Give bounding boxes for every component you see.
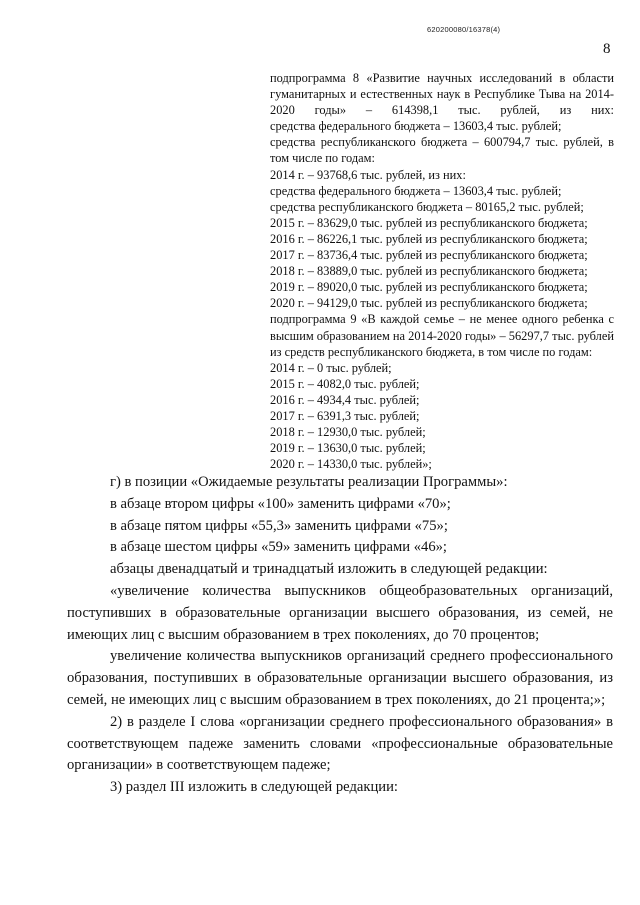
funding-line: 2014 г. – 0 тыс. рублей; xyxy=(270,360,392,375)
funding-line: 2015 г. – 83629,0 тыс. рублей из республиканского бюджета; xyxy=(270,215,588,230)
funding-line: 2016 г. – 4934,4 тыс. рублей; xyxy=(270,392,420,407)
paragraph: увеличение количества выпускников организаций среднего профессионального образования, поступивших в образовательные организации высшего образования, из семей, не имеющих лиц с высшим образованием в трех поколениях, до 21 процента;»; xyxy=(67,648,613,708)
paragraph: в абзаце шестом цифры «59» заменить цифрами «46»; xyxy=(110,539,447,556)
funding-line: 2020 г. – 14330,0 тыс. рублей»; xyxy=(270,457,432,472)
funding-line: 2015 г. – 4082,0 тыс. рублей; xyxy=(270,376,420,391)
funding-line: 2019 г. – 13630,0 тыс. рублей; xyxy=(270,441,426,456)
funding-line: средства республиканского бюджета – 600794,7 тыс. рублей, в том числе по годам: xyxy=(270,135,614,166)
paragraph: абзацы двенадцатый и тринадцатый изложить в следующей редакции: xyxy=(110,561,548,578)
main-text xyxy=(67,472,613,799)
funding-line: 2017 г. – 6391,3 тыс. рублей; xyxy=(270,408,420,423)
funding-line: средства федерального бюджета – 13603,4 тыс. рублей; xyxy=(270,183,562,198)
paragraph: «увеличение количества выпускников общеобразовательных организаций, поступивших в образовательные организации высшего образования, из семей, не имеющих лиц с высшим образованием в трех поколениях, до 70 процентов; xyxy=(67,582,613,643)
funding-line: 2020 г. – 94129,0 тыс. рублей из республиканского бюджета; xyxy=(270,296,588,311)
subprogram-9-title: подпрограмма 9 «В каждой семье – не менее одного ребенка с высшим образованием на 2014-2020 годы» – 56297,7 тыс. рублей из средств республиканского бюджета, в том числе по годам: xyxy=(270,312,614,359)
funding-line: 2017 г. – 83736,4 тыс. рублей из республиканского бюджета; xyxy=(270,248,588,263)
funding-block xyxy=(270,70,614,472)
paragraph: г) в позиции «Ожидаемые результаты реализации Программы»: xyxy=(110,474,508,490)
document-id: 620200080/16378(4) xyxy=(427,25,501,34)
funding-line: 2018 г. – 12930,0 тыс. рублей; xyxy=(270,425,426,440)
funding-line: 2018 г. – 83889,0 тыс. рублей из республиканского бюджета; xyxy=(270,264,588,279)
funding-line: 2016 г. – 86226,1 тыс. рублей из республиканского бюджета; xyxy=(270,231,588,246)
funding-line: 2019 г. – 89020,0 тыс. рублей из республиканского бюджета; xyxy=(270,280,588,295)
paragraph: 2) в разделе I слова «организации среднего профессионального образования» в соответствующем падеже заменить словами «профессиональные образовательные организации» в соответствующем падеже; xyxy=(67,713,613,774)
funding-line: средства федерального бюджета – 13603,4 тыс. рублей; xyxy=(270,119,562,134)
paragraph: 3) раздел III изложить в следующей редакции: xyxy=(110,779,398,796)
funding-line: 2014 г. – 93768,6 тыс. рублей, из них: xyxy=(270,167,466,182)
subprogram-8-title: подпрограмма 8 «Развитие научных исследований в области гуманитарных и естественных наук в Республике Тыва на 2014-2020 годы» – 614398,1 тыс. рублей, из них: xyxy=(270,71,614,118)
paragraph: в абзаце втором цифры «100» заменить цифрами «70»; xyxy=(110,495,451,512)
paragraph: в абзаце пятом цифры «55,3» заменить цифрами «75»; xyxy=(110,517,448,534)
page-number: 8 xyxy=(603,41,611,57)
funding-line: средства республиканского бюджета – 80165,2 тыс. рублей; xyxy=(270,199,584,214)
